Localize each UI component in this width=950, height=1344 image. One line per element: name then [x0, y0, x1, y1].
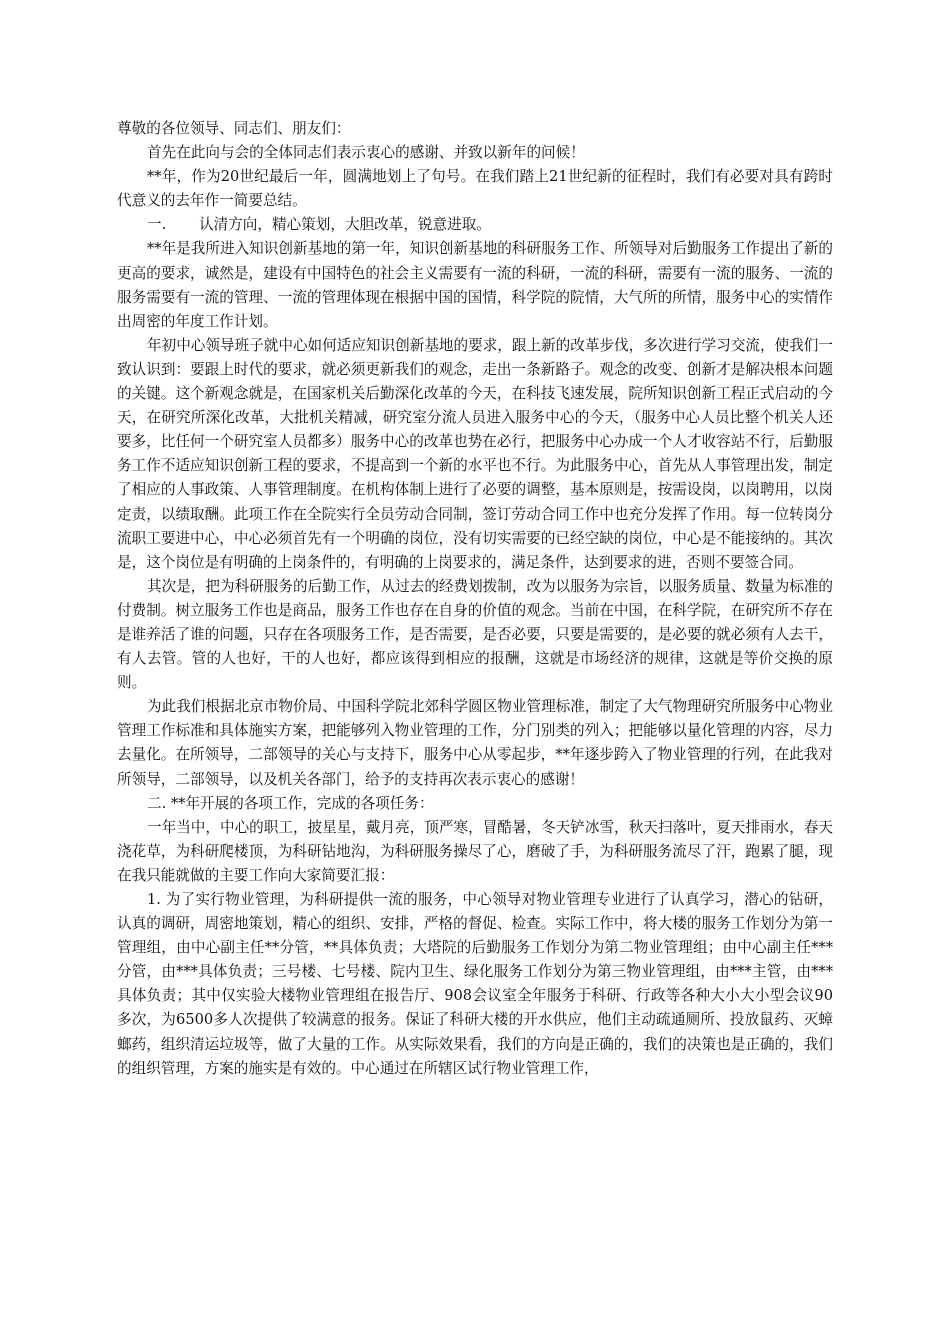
salutation: 尊敬的各位领导、同志们、朋友们：	[117, 120, 351, 137]
section-one-paragraph: 其次是，把为科研服务的后勤工作，从过去的经费划拨制，改为以服务为宗旨，以服务质量、数量为标准的付费制。树立服务工作也是商品，服务工作也存在自身的价值的观念。当前在中国，在科学院，在研究所不存在是谁养活了谁的问题，只存在各项服务工作，是否需要，是否必要，只要是需要的，是必要的就必须有人去干，有人去管。管的人也好，干的人也好，都应该得到相应的报酬，这就是市场经济的规律，这就是等价交换的原则。	[117, 577, 833, 692]
section-one-number: 一.	[147, 216, 167, 234]
section-one-heading	[117, 213, 833, 237]
section-two-paragraph: 一年当中，中心的职工，披星星，戴月亮，顶严寒，冒酷暑，冬天铲冰雪，秋天扫落叶，夏天排雨水，春天浇花草，为科研爬楼顶，为科研钻地沟，为科研服务操尽了心，磨破了手，为科研服务流尽了汗，跑累了腿，现在我只能就做的主要工作向大家简要汇报：	[117, 818, 833, 884]
section-one-title: 认清方向，精心策划，大胆改革，锐意进取。	[199, 216, 491, 234]
section-one-paragraph: **年是我所进入知识创新基地的第一年，知识创新基地的科研服务工作、所领导对后勤服务工作提出了新的更高的要求，诚然是，建设有中国特色的社会主义需要有一流的科研，一流的科研，需要有一流的服务、一流的服务需要有一流的管理、一流的管理体现在根据中国的国情，科学院的院情，大气所的所情，服务中心的实情作出周密的年度工作计划。	[117, 240, 833, 330]
intro-paragraph: **年，作为20世纪最后一年，圆满地划上了句号。在我们踏上21世纪新的征程时，我们有必要对具有跨时代意义的去年作一简要总结。	[117, 168, 833, 210]
section-one-paragraph: 为此我们根据北京市物价局、中国科学院北郊科学圆区物业管理标准，制定了大气物理研究所服务中心物业管理工作标准和具体施实方案，把能够列入物业管理的工作，分门别类的列入；把能够以量化管理的内容，尽力去量化。在所领导，二部领导的关心与支持下，服务中心从零起步，**年逐步跨入了物业管理的行列，在此我对所领导，二部领导，以及机关各部门，给予的支持再次表示衷心的感谢！	[117, 698, 833, 788]
document-page	[117, 117, 833, 1081]
greeting-paragraph: 首先在此向与会的全体同志们表示衷心的感谢、并致以新年的问候！	[147, 144, 585, 162]
section-two-heading: 二. **年开展的各项工作，完成的各项任务：	[147, 794, 434, 812]
section-two-paragraph: 1. 为了实行物业管理，为科研提供一流的服务，中心领导对物业管理专业进行了认真学习，潜心的钻研，认真的调研，周密地策划，精心的组织、安排，严格的督促、检查。实际工作中，将大楼的服务工作划分为第一管理组，由中心副主任**分管，**具体负责；大塔院的后勤服务工作划分为第二物业管理组；由中心副主任***分管，由***具体负责；三号楼、七号楼、院内卫生、绿化服务工作划分为第三物业管理组，由***主管，由***具体负责；其中仅实验大楼物业管理组在报告厅、908会议室全年服务于科研、行政等各种大小大小型会议90多次，为6500多人次提供了较满意的报务。保证了科研大楼的开水供应，他们主动疏通厕所、投放鼠药、灭蟑螂药，组织清运垃圾等，做了大量的工作。从实际效果看，我们的方向是正确的，我们的决策也是正确的，我们的组织管理，方案的施实是有效的。中心通过在所辖区试行物业管理工作，	[117, 891, 833, 1077]
section-one-paragraph: 年初中心领导班子就中心如何适应知识创新基地的要求，跟上新的改革步伐，多次进行学习交流，使我们一致认识到：要跟上时代的要求，就必须更新我们的观念，走出一条新路子。观念的改变、创新才是解决根本问题的关键。这个新观念就是，在国家机关后勤深化改革的今天，在科技飞速发展，院所知识创新工程正式启动的今天，在研究所深化改革，大批机关精减，研究室分流人员进入服务中心的今天，（服务中心人员比整个机关人还要多，比任何一个研究室人员都多）服务中心的改革也势在必行，把服务中心办成一个人才收容站不行，后勤服务工作不适应知识创新工程的要求，不提高到一个新的水平也不行。为此服务中心，首先从人事管理出发，制定了相应的人事政策、人事管理制度。在机构体制上进行了必要的调整，基本原则是，按需设岗，以岗聘用，以岗定责，以绩取酬。此项工作在全院实行全员劳动合同制，签订劳动合同工作中也充分发挥了作用。每一位转岗分流职工要进中心，中心必须首先有一个明确的岗位，没有切实需要的已经空缺的岗位，中心是不能接纳的。其次是，这个岗位是有明确的上岗条件的，有明确的上岗要求的，满足条件，达到要求的进，否则不要签合同。	[117, 336, 833, 571]
